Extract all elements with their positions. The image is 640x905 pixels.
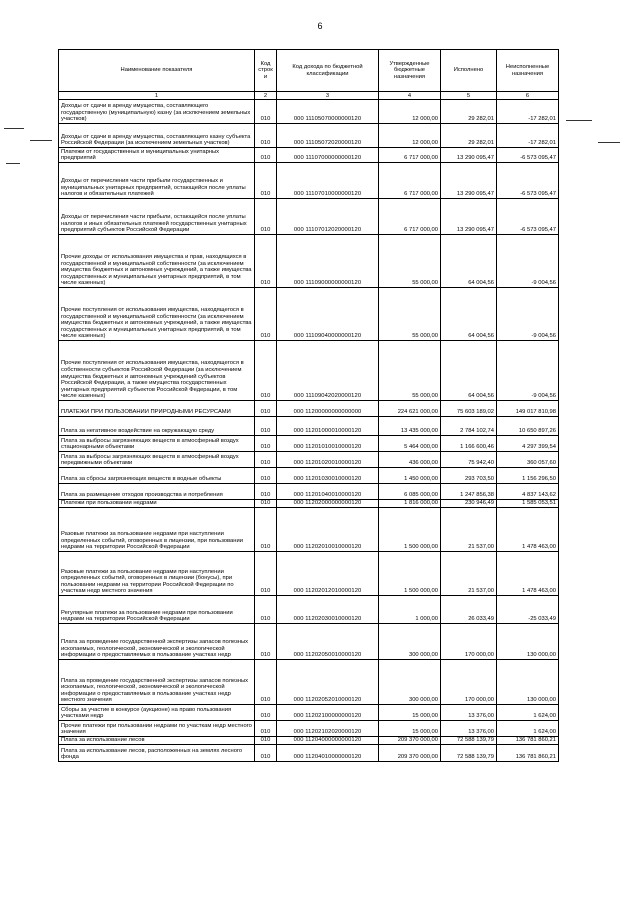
row-income-code: 000 11105070000000120 [277, 100, 379, 124]
margin-line-left-1 [4, 128, 24, 129]
row-executed: 75 603 189,02 [441, 401, 497, 417]
row-executed: 293 703,50 [441, 468, 497, 484]
row-executed: 230 946,49 [441, 500, 497, 508]
row-income-code: 000 11109040000000120 [277, 288, 379, 341]
row-unexecuted: 1 624,00 [497, 705, 559, 721]
margin-line-right-2 [598, 142, 620, 143]
row-name: Доходы от сдачи в аренду имущества, составляющего казну субъекта Российской Федерации (за исключением земельных участков) [59, 124, 255, 148]
row-income-code: 000 11107012020000120 [277, 199, 379, 235]
row-executed: 13 290 095,47 [441, 163, 497, 199]
row-unexecuted: -6 573 095,47 [497, 163, 559, 199]
row-name: ПЛАТЕЖИ ПРИ ПОЛЬЗОВАНИИ ПРИРОДНЫМИ РЕСУРСАМИ [59, 401, 255, 417]
row-name: Сборы за участие в конкурсе (аукционе) на право пользования участками недр [59, 705, 255, 721]
row-executed: 1 166 600,46 [441, 436, 497, 452]
row-income-code: 000 11201000010000120 [277, 417, 379, 436]
row-approved: 209 370 000,00 [379, 737, 441, 745]
row-executed: 13 290 095,47 [441, 199, 497, 235]
row-line-code: 010 [255, 745, 277, 762]
table-row [59, 417, 559, 436]
row-name: Платежи от государственных и муниципальных унитарных предприятий [59, 148, 255, 163]
row-unexecuted: 1 624,00 [497, 721, 559, 737]
header-name: Наименование показателя [59, 50, 255, 92]
row-executed: 170 000,00 [441, 624, 497, 660]
row-executed: 64 004,56 [441, 235, 497, 288]
row-line-code: 010 [255, 148, 277, 163]
row-name: Разовые платежи за пользование недрами при наступлении определенных событий, оговоренных в лицензии (бонусы), при пользовании недрами на территории Российской Федерации по участкам недр местного значения [59, 552, 255, 596]
row-line-code: 010 [255, 288, 277, 341]
row-approved: 300 000,00 [379, 660, 441, 705]
row-line-code: 010 [255, 500, 277, 508]
row-executed: 72 588 139,79 [441, 737, 497, 745]
row-line-code: 010 [255, 436, 277, 452]
row-line-code: 010 [255, 235, 277, 288]
table-row [59, 552, 559, 596]
table-row [59, 452, 559, 468]
row-income-code: 000 11202050010000120 [277, 624, 379, 660]
table-row [59, 596, 559, 624]
row-unexecuted: -17 282,01 [497, 100, 559, 124]
row-name: Прочие поступления от использования имущества, находящегося в государственной и муниципальной собственности (за исключением имущества бюджетных и автономных учреждений, а также имущества государственных и муниципальных унитарных предприятий, в том числе казенных) [59, 288, 255, 341]
row-income-code: 000 11202000000000120 [277, 500, 379, 508]
margin-line-left-2 [30, 140, 52, 141]
row-name: Прочие поступления от использования имущества, находящегося в собственности субъектов Российской Федерации (за исключением имущества бюджетных и автономных учреждений субъектов Российской Федерации, а также имущества государственных унитарных предприятий субъектов Российской Федерации, в том числе казенных) [59, 341, 255, 401]
row-approved: 224 621 000,00 [379, 401, 441, 417]
row-approved: 13 435 000,00 [379, 417, 441, 436]
row-unexecuted: 360 057,60 [497, 452, 559, 468]
margin-line-right-1 [566, 120, 592, 121]
row-income-code: 000 11202030010000120 [277, 596, 379, 624]
row-name: Плата за размещение отходов производства и потребления [59, 484, 255, 500]
row-unexecuted: -6 573 095,47 [497, 148, 559, 163]
row-line-code: 010 [255, 596, 277, 624]
row-approved: 1 450 000,00 [379, 468, 441, 484]
row-income-code: 000 11202010010000120 [277, 508, 379, 552]
table-row [59, 468, 559, 484]
row-unexecuted: 4 837 143,62 [497, 484, 559, 500]
row-line-code: 010 [255, 705, 277, 721]
row-executed: 29 282,01 [441, 100, 497, 124]
row-approved: 55 000,00 [379, 341, 441, 401]
column-number: 3 [277, 92, 379, 100]
row-line-code: 010 [255, 100, 277, 124]
row-line-code: 010 [255, 124, 277, 148]
row-unexecuted: 4 297 399,54 [497, 436, 559, 452]
row-name: Плата за использование лесов [59, 737, 255, 745]
row-executed: 75 942,40 [441, 452, 497, 468]
header-line-code: Код строк и [255, 50, 277, 92]
row-executed: 170 000,00 [441, 660, 497, 705]
row-line-code: 010 [255, 721, 277, 737]
column-number: 5 [441, 92, 497, 100]
row-income-code: 000 11204000000000120 [277, 737, 379, 745]
row-approved: 6 717 000,00 [379, 148, 441, 163]
row-income-code: 000 11201030010000120 [277, 468, 379, 484]
row-unexecuted: 136 781 860,21 [497, 737, 559, 745]
header-row [59, 50, 559, 92]
row-approved: 436 000,00 [379, 452, 441, 468]
row-name: Прочие платежи при пользовании недрами по участкам недр местного значения [59, 721, 255, 737]
table-row [59, 235, 559, 288]
row-income-code: 000 11202100000000120 [277, 705, 379, 721]
row-approved: 12 000,00 [379, 124, 441, 148]
row-name: Прочие доходы от использования имущества и прав, находящихся в государственной и муниципальной собственности (за исключением имущества бюджетных и автономных учреждений, а также имущества государственных и муниципальных унитарных предприятий, в том числе казенных) [59, 235, 255, 288]
row-name: Платежи при пользовании недрами [59, 500, 255, 508]
row-name: Плата за проведение государственной экспертизы запасов полезных ископаемых, геологической, экономической и экологической информации о предоставляемых в пользование участках недр [59, 624, 255, 660]
income-report-table [58, 49, 559, 762]
row-income-code: 000 11200000000000000 [277, 401, 379, 417]
table-row [59, 341, 559, 401]
row-approved: 1 816 000,00 [379, 500, 441, 508]
row-line-code: 010 [255, 660, 277, 705]
row-name: Плата за сбросы загрязняющих веществ в водные объекты [59, 468, 255, 484]
row-unexecuted: 130 000,00 [497, 660, 559, 705]
table-row [59, 721, 559, 737]
table-row [59, 500, 559, 508]
row-approved: 55 000,00 [379, 235, 441, 288]
table-row [59, 705, 559, 721]
page-number: 6 [317, 21, 323, 31]
column-number: 4 [379, 92, 441, 100]
row-income-code: 000 11204010000000120 [277, 745, 379, 762]
row-approved: 209 370 000,00 [379, 745, 441, 762]
column-number: 6 [497, 92, 559, 100]
row-line-code: 010 [255, 468, 277, 484]
row-executed: 13 376,00 [441, 721, 497, 737]
table-row [59, 124, 559, 148]
row-unexecuted: 136 781 860,21 [497, 745, 559, 762]
row-line-code: 010 [255, 163, 277, 199]
row-executed: 26 033,49 [441, 596, 497, 624]
table-row [59, 624, 559, 660]
row-line-code: 010 [255, 552, 277, 596]
row-income-code: 000 11202052010000120 [277, 660, 379, 705]
table-row [59, 288, 559, 341]
row-approved: 300 000,00 [379, 624, 441, 660]
row-executed: 2 784 102,74 [441, 417, 497, 436]
row-name: Плата за выбросы загрязняющих веществ в атмосферный воздух передвижными объектами [59, 452, 255, 468]
header-executed: Исполнено [441, 50, 497, 92]
row-unexecuted: -17 282,01 [497, 124, 559, 148]
row-income-code: 000 11201010010000120 [277, 436, 379, 452]
table-row [59, 660, 559, 705]
column-number-row [59, 92, 559, 100]
row-income-code: 000 11202012010000120 [277, 552, 379, 596]
row-name: Плата за выбросы загрязняющих веществ в атмосферный воздух стационарными объектами [59, 436, 255, 452]
row-unexecuted: -9 004,56 [497, 235, 559, 288]
row-executed: 29 282,01 [441, 124, 497, 148]
table-row [59, 484, 559, 500]
table-row [59, 401, 559, 417]
row-unexecuted: 1 585 053,51 [497, 500, 559, 508]
row-approved: 12 000,00 [379, 100, 441, 124]
row-unexecuted: 130 000,00 [497, 624, 559, 660]
row-approved: 1 500 000,00 [379, 552, 441, 596]
row-income-code: 000 11105072020000120 [277, 124, 379, 148]
table-row [59, 745, 559, 762]
row-unexecuted: 149 017 810,98 [497, 401, 559, 417]
row-name: Разовые платежи за пользование недрами при наступлении определенных событий, оговоренных в лицензии, при пользовании недрами на территории Российской Федерации [59, 508, 255, 552]
header-approved: Утвержденные бюджетные назначения [379, 50, 441, 92]
row-executed: 64 004,56 [441, 288, 497, 341]
row-name: Плата за использование лесов, расположенных на землях лесного фонда [59, 745, 255, 762]
row-unexecuted: -9 004,56 [497, 288, 559, 341]
table-row [59, 100, 559, 124]
row-executed: 21 537,00 [441, 508, 497, 552]
row-line-code: 010 [255, 417, 277, 436]
row-line-code: 010 [255, 452, 277, 468]
row-line-code: 010 [255, 737, 277, 745]
header-income-code: Код дохода по бюджетной классификации [277, 50, 379, 92]
row-income-code: 000 11201040010000120 [277, 484, 379, 500]
table-row [59, 436, 559, 452]
row-executed: 72 588 139,79 [441, 745, 497, 762]
row-approved: 1 500 000,00 [379, 508, 441, 552]
row-unexecuted: 10 650 897,26 [497, 417, 559, 436]
row-unexecuted: 1 478 463,00 [497, 552, 559, 596]
row-line-code: 010 [255, 624, 277, 660]
row-unexecuted: 1 478 463,00 [497, 508, 559, 552]
report-body [59, 100, 559, 762]
row-name: Плата за негативное воздействие на окружающую среду [59, 417, 255, 436]
row-executed: 21 537,00 [441, 552, 497, 596]
row-approved: 55 000,00 [379, 288, 441, 341]
row-unexecuted: 1 156 296,50 [497, 468, 559, 484]
row-executed: 64 004,56 [441, 341, 497, 401]
row-approved: 1 000,00 [379, 596, 441, 624]
row-income-code: 000 11201020010000120 [277, 452, 379, 468]
table-row [59, 163, 559, 199]
row-income-code: 000 11107010000000120 [277, 163, 379, 199]
table-row [59, 199, 559, 235]
row-executed: 13 376,00 [441, 705, 497, 721]
column-number: 1 [59, 92, 255, 100]
row-approved: 5 464 000,00 [379, 436, 441, 452]
row-line-code: 010 [255, 401, 277, 417]
row-name: Доходы от сдачи в аренду имущества, составляющего государственную (муниципальную) казну (за исключением земельных участков) [59, 100, 255, 124]
table-row [59, 508, 559, 552]
row-name: Доходы от перечисления части прибыли, остающейся после уплаты налогов и иных обязательных платежей государственных унитарных предприятий субъектов Российской Федерации [59, 199, 255, 235]
row-unexecuted: -9 004,56 [497, 341, 559, 401]
row-unexecuted: -25 033,49 [497, 596, 559, 624]
row-line-code: 010 [255, 199, 277, 235]
row-unexecuted: -6 573 095,47 [497, 199, 559, 235]
margin-line-left-3 [6, 163, 20, 164]
row-approved: 15 000,00 [379, 705, 441, 721]
row-line-code: 010 [255, 508, 277, 552]
row-income-code: 000 11202102020000120 [277, 721, 379, 737]
header-unexecuted: Неисполненные назначения [497, 50, 559, 92]
row-name: Доходы от перечисления части прибыли государственных и муниципальных унитарных предприятий, остающейся после уплаты налогов и обязательных платежей [59, 163, 255, 199]
row-approved: 15 000,00 [379, 721, 441, 737]
row-executed: 1 247 856,38 [441, 484, 497, 500]
row-approved: 6 085 000,00 [379, 484, 441, 500]
table-row [59, 737, 559, 745]
row-name: Плата за проведение государственной экспертизы запасов полезных ископаемых, геологической, экономической и экологической информации о предоставляемых в пользование участках недр местного значения [59, 660, 255, 705]
row-income-code: 000 11109042020000120 [277, 341, 379, 401]
column-number: 2 [255, 92, 277, 100]
row-line-code: 010 [255, 341, 277, 401]
table-row [59, 148, 559, 163]
row-income-code: 000 11109000000000120 [277, 235, 379, 288]
row-line-code: 010 [255, 484, 277, 500]
row-name: Регулярные платежи за пользование недрами при пользовании недрами на территории Российской Федерации [59, 596, 255, 624]
row-approved: 6 717 000,00 [379, 199, 441, 235]
row-income-code: 000 11107000000000120 [277, 148, 379, 163]
row-executed: 13 290 095,47 [441, 148, 497, 163]
row-approved: 6 717 000,00 [379, 163, 441, 199]
